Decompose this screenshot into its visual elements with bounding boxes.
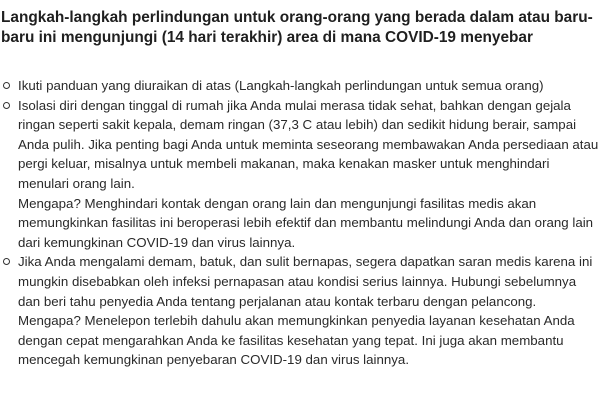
list-item [0, 96, 600, 253]
list-item [0, 252, 600, 370]
section-heading: Langkah-langkah perlindungan untuk orang-orang yang berada dalam atau baru-baru ini mengunjungi (14 hari terakhir) area di mana COVID-19 menyebar [1, 9, 593, 46]
list-item-text: Jika Anda mengalami demam, batuk, dan sulit bernapas, segera dapatkan saran medis karena ini mungkin disebabkan oleh infeksi pernapasan atau kondisi serius lainnya. Hubungi sebelumnya dan beri tahu penyedia Anda tentang perjalanan atau kontak terbaru dengan pelancong. [18, 254, 593, 309]
list-item-text: Ikuti panduan yang diuraikan di atas (Langkah-langkah perlindungan untuk semua orang) [18, 78, 544, 93]
bullet-marker-icon [3, 258, 10, 265]
protection-steps-list [0, 76, 600, 370]
list-item-text: Isolasi diri dengan tinggal di rumah jika Anda mulai merasa tidak sehat, bahkan dengan gejala ringan seperti sakit kepala, demam ringan (37,3 C atau lebih) dan sedikit hidung berair, sampai Anda pulih. Jika penting bagi Anda untuk meminta seseorang membawakan Anda persediaan atau pergi keluar, misalnya untuk membeli makanan, maka kenakan masker untuk menghindari menulari orang lain. [18, 97, 599, 191]
bullet-marker-icon [3, 82, 10, 89]
bullet-marker-icon [3, 102, 10, 109]
list-item [0, 76, 600, 96]
list-item-reason-text: Mengapa? Menelepon terlebih dahulu akan memungkinkan penyedia layanan kesehatan Anda dengan cepat mengarahkan Anda ke fasilitas kesehatan yang tepat. Ini juga akan membantu mencegah kemungkinan penyebaran COVID-19 dan virus lainnya. [18, 313, 575, 368]
list-item-reason-text: Mengapa? Menghindari kontak dengan orang lain dan mengunjungi fasilitas medis akan memungkinkan fasilitas ini beroperasi lebih efektif dan membantu melindungi Anda dan orang lain dari kemungkinan COVID-19 dan virus lainnya. [18, 195, 594, 250]
